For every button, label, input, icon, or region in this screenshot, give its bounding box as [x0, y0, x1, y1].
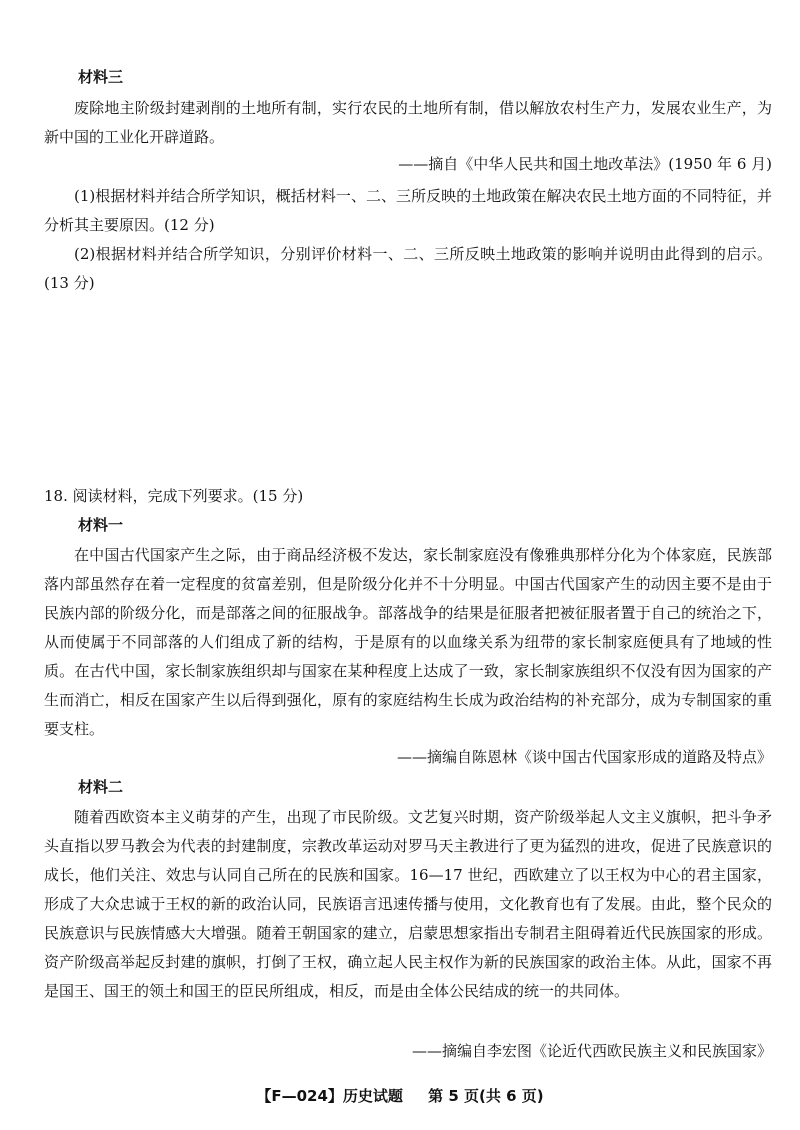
page-number: 第 5 页(共 6 页) [428, 1087, 544, 1105]
question-18-title: 18. 阅读材料，完成下列要求。(15 分) [44, 487, 304, 505]
q18-material-two-source: ——摘编自李宏图《论近代西欧民族主义和民族国家》 [411, 1042, 772, 1060]
question-1: (1)根据材料并结合所学知识，概括材料一、二、三所反映的土地政策在解决农民土地方面的不同特征，并分析其主要原因。(12 分) [44, 187, 772, 234]
q18-material-one-source: ——摘编自陈恩林《谈中国古代国家形成的道路及特点》 [396, 748, 772, 766]
material-three-source: ——摘自《中华人民共和国土地改革法》(1950 年 6 月) [398, 155, 772, 173]
question-2: (2)根据材料并结合所学知识，分别评价材料一、二、三所反映土地政策的影响并说明由此得到的启示。(13 分) [44, 245, 772, 292]
material-three-text: 废除地主阶级封建剥削的土地所有制，实行农民的土地所有制，借以解放农村生产力，发展农业生产，为新中国的工业化开辟道路。 [44, 99, 772, 146]
q18-material-two-text: 随着西欧资本主义萌芽的产生，出现了市民阶级。文艺复兴时期，资产阶级举起人文主义旗帜，把斗争矛头直指以罗马教会为代表的封建制度，宗教改革运动对罗马天主教进行了更为猛烈的进攻，促进了民族意识的成长，他们关注、效忠与认同自己所在的民族和国家。16—17 世纪，西欧建立了以王权为中心的君主国家，形成了大众忠诚于王权的新的政治认同，民族语言迅速传播与使用，文化教育也有了发展。由此，整个民众的民族意识与民族情感大大增强。随着王朝国家的建立，启蒙思想家指出专制君主阻碍着近代民族国家的形成。资产阶级高举起反封建的旗帜，打倒了王权，确立起人民主权作为新的民族国家的政治主体。从此，国家不再是国王、国王的领土和国王的臣民所组成，相反，而是由全体公民结成的统一的共同体。 [44, 808, 772, 1000]
q18-material-one-heading: 材料一 [78, 516, 124, 534]
q18-material-two-heading: 材料二 [78, 778, 124, 796]
material-three-heading: 材料三 [78, 68, 124, 86]
exam-code: 【F—024】历史试题 [256, 1087, 403, 1105]
q18-material-one-text: 在中国古代国家产生之际，由于商品经济极不发达，家长制家庭没有像雅典那样分化为个体家庭，民族部落内部虽然存在着一定程度的贫富差别，但是阶级分化并不十分明显。中国古代国家产生的动因主要不是由于民族内部的阶级分化，而是部落之间的征服战争。部落战争的结果是征服者把被征服者置于自己的统治之下，从而使属于不同部落的人们组成了新的结构，于是原有的以血缘关系为纽带的家长制家庭便具有了地域的性质。在古代中国，家长制家族组织却与国家在某种程度上达成了一致，家长制家族组织不仅没有因为国家的产生而消亡，相反在国家产生以后得到强化，原有的家庭结构生长成为政治结构的补充部分，成为专制国家的重要支柱。 [44, 546, 772, 738]
page-footer [0, 1085, 800, 1106]
